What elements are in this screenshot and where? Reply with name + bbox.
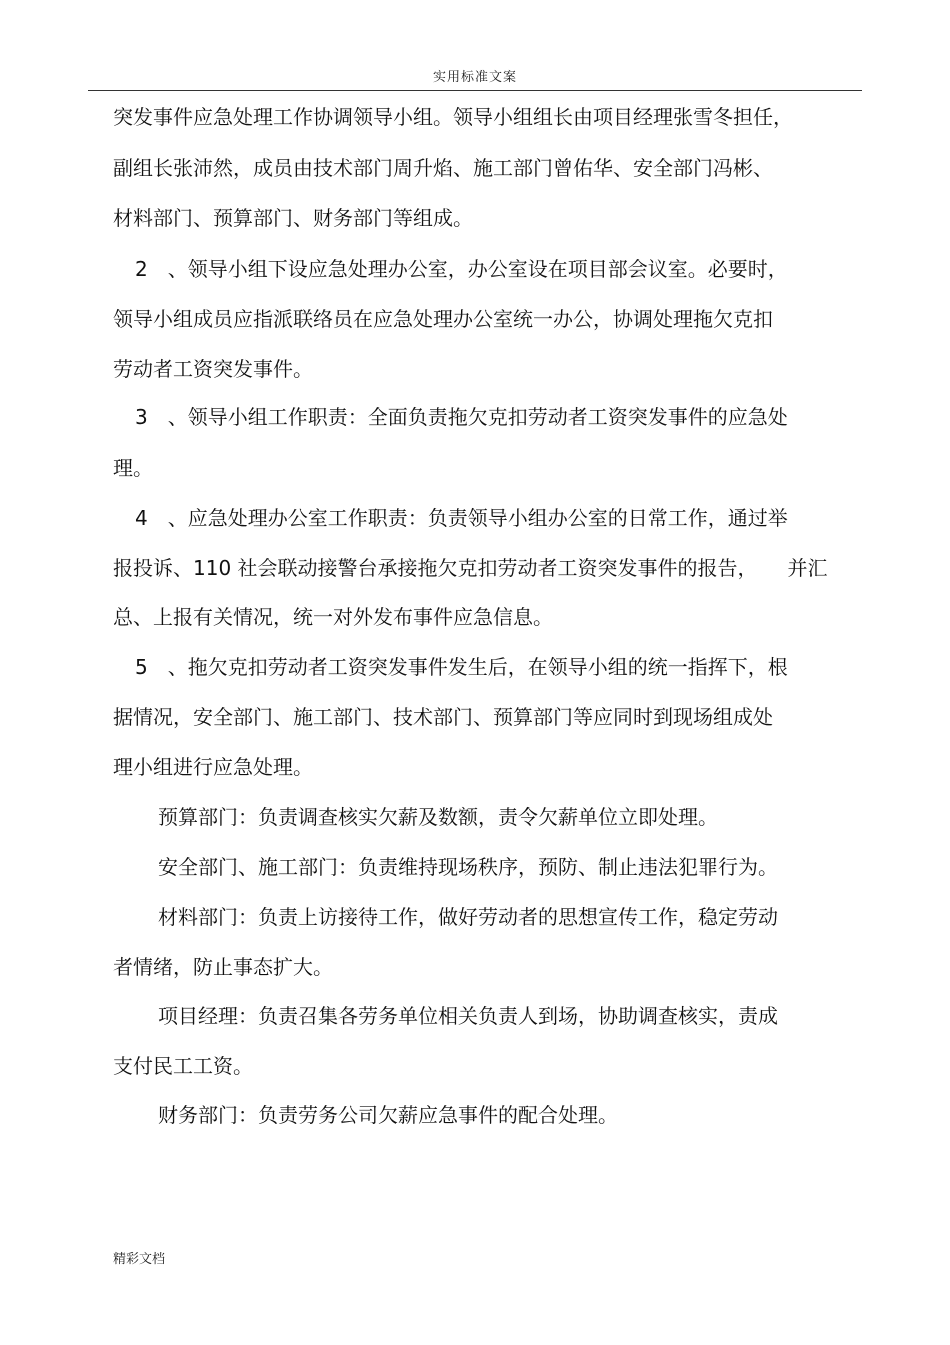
body-line: 3 、领导小组工作职责：全面负责拖欠克扣劳动者工资突发事件的应急处	[135, 405, 788, 429]
body-line: 预算部门：负责调查核实欠薪及数额，责令欠薪单位立即处理。	[158, 805, 718, 829]
body-line: 总、上报有关情况，统一对外发布事件应急信息。	[113, 605, 553, 629]
body-line: 材料部门：负责上访接待工作，做好劳动者的思想宣传工作，稳定劳动	[158, 905, 778, 929]
body-line: 2 、领导小组下设应急处理办公室，办公室设在项目部会议室。必要时，	[135, 257, 788, 281]
body-line: 安全部门、施工部门：负责维持现场秩序，预防、制止违法犯罪行为。	[158, 855, 778, 879]
page-header: 实用标准文案	[432, 70, 517, 85]
body-line: 财务部门：负责劳务公司欠薪应急事件的配合处理。	[158, 1103, 618, 1127]
body-line: 4 、应急处理办公室工作职责：负责领导小组办公室的日常工作，通过举	[135, 506, 788, 530]
body-line: 劳动者工资突发事件。	[113, 357, 313, 381]
body-line: 5 、拖欠克扣劳动者工资突发事件发生后，在领导小组的统一指挥下，根	[135, 655, 788, 679]
body-line: 据情况，安全部门、施工部门、技术部门、预算部门等应同时到现场组成处	[113, 705, 773, 729]
page-footer: 精彩文档	[113, 1252, 166, 1267]
body-line: 副组长张沛然，成员由技术部门周升焰、施工部门曾佑华、安全部门冯彬、	[113, 156, 773, 180]
body-line: 者情绪，防止事态扩大。	[113, 955, 333, 979]
header-rule	[88, 90, 862, 91]
body-line: 理小组进行应急处理。	[113, 755, 313, 779]
body-line: 突发事件应急处理工作协调领导小组。领导小组组长由项目经理张雪冬担任，	[113, 105, 793, 129]
body-line: 材料部门、预算部门、财务部门等组成。	[113, 206, 473, 230]
body-line: 理。	[113, 456, 153, 480]
body-line: 报投诉、110 社会联动接警台承接拖欠克扣劳动者工资突发事件的报告， 并汇	[113, 556, 828, 580]
body-line: 项目经理：负责召集各劳务单位相关负责人到场，协助调查核实，责成	[158, 1004, 778, 1028]
body-line: 支付民工工资。	[113, 1054, 253, 1078]
body-line: 领导小组成员应指派联络员在应急处理办公室统一办公，协调处理拖欠克扣	[113, 307, 773, 331]
